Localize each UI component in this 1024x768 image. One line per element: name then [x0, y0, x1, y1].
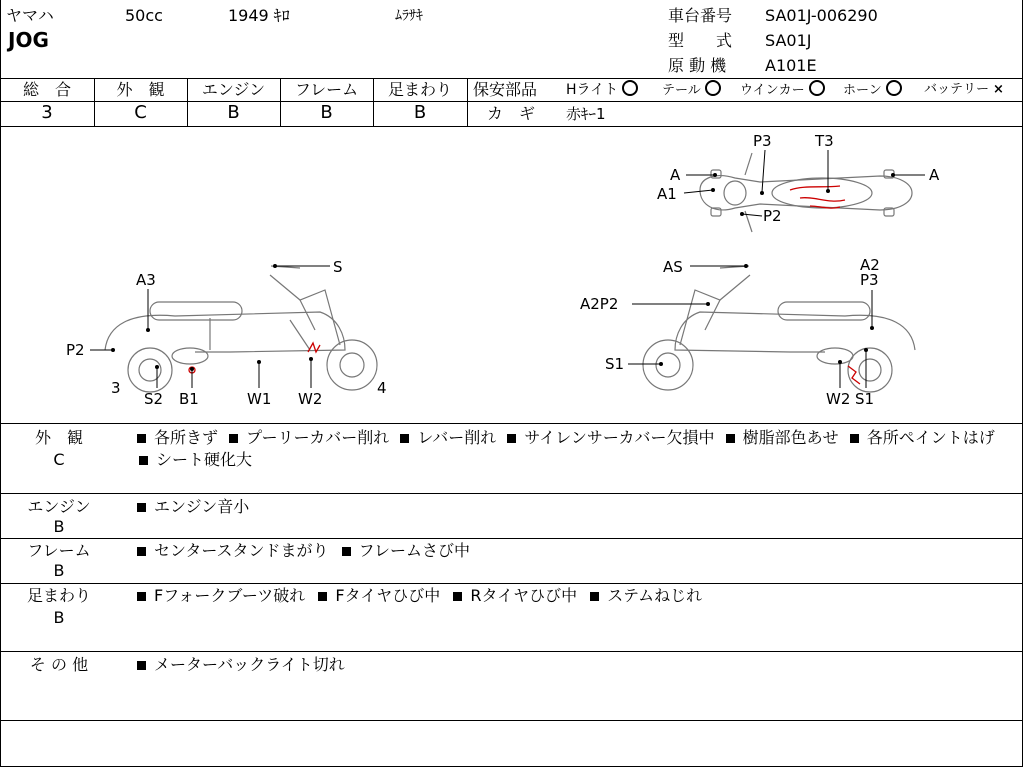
label-right-p3: P3 — [860, 271, 879, 289]
bullet-icon — [400, 434, 409, 443]
frame-no-label: 車台番号 — [668, 6, 733, 25]
label-top-p2: P2 — [763, 207, 782, 225]
mileage: 1949 ｷﾛ — [228, 6, 290, 25]
key-label: カ ギ — [487, 104, 536, 123]
grade-engine-label: エンジン — [201, 80, 266, 99]
bullet-icon — [590, 592, 599, 601]
detail-engine-label: エンジン — [27, 497, 91, 516]
bullet-icon — [850, 434, 859, 443]
detail-other-label: そ の 他 — [29, 655, 89, 674]
label-top-a1: A1 — [657, 185, 677, 203]
bullet-icon — [229, 434, 238, 443]
bullet-icon — [137, 503, 146, 512]
bullet-icon — [726, 434, 735, 443]
grade-suspension-value: B — [413, 102, 427, 123]
label-left-a3: A3 — [136, 271, 156, 289]
maker: ヤマハ — [6, 6, 54, 25]
detail-frame-label: フレーム — [27, 541, 91, 560]
bullet-icon — [137, 434, 146, 443]
safety-item-label: Hライト — [566, 82, 619, 98]
safety-item-headlight — [566, 80, 638, 100]
label-top-t3: T3 — [815, 132, 834, 150]
type-value: SA01J — [765, 31, 812, 50]
label-left-s: S — [333, 258, 343, 276]
detail-engine-items: エンジン音小 — [137, 496, 249, 518]
grade-frame-label: フレーム — [294, 80, 359, 99]
label-right-w2: W2 — [826, 390, 851, 408]
detail-exterior-label: 外 観 — [34, 428, 83, 447]
bullet-icon — [342, 547, 351, 556]
detail-frame-items: センタースタンドまがり フレームさび中 — [137, 540, 470, 562]
detail-suspension-grade: B — [53, 608, 65, 627]
label-left-3: 3 — [111, 379, 121, 397]
engine-label: 原 動 機 — [668, 56, 727, 75]
label-left-4: 4 — [377, 379, 387, 397]
detail-other-items: メーターバックライト切れ — [137, 654, 345, 676]
bullet-icon — [507, 434, 516, 443]
label-right-a2p2: A2P2 — [580, 295, 619, 313]
grade-exterior-label: 外 観 — [116, 80, 165, 99]
engine-value: A101E — [765, 56, 817, 75]
detail-frame-grade: B — [53, 561, 65, 580]
safety-item-label: ホーン — [843, 83, 882, 98]
type-label: 型 式 — [668, 31, 733, 50]
label-right-s1: S1 — [605, 355, 625, 373]
model-name: JOG — [8, 28, 49, 52]
label-left-w1: W1 — [247, 390, 272, 408]
safety-item-tail — [662, 80, 721, 101]
bullet-icon — [137, 547, 146, 556]
bullet-icon — [139, 456, 148, 465]
detail-exterior-items: 各所きず プーリーカバー削れ レバー削れ サイレンサーカバー欠損中 樹脂部色あせ 各所ペイントはげ シート硬化大 — [133, 427, 1018, 471]
label-right-s1b: S1 — [855, 390, 875, 408]
detail-suspension-items: Fフォークブーツ破れ Fタイヤひび中 Rタイヤひび中 ステムねじれ — [137, 585, 702, 607]
grade-overall-label: 総 合 — [22, 80, 71, 99]
safety-item-label: バッテリー — [924, 82, 990, 97]
bullet-icon — [453, 592, 462, 601]
label-right-a2: A2 — [860, 256, 880, 274]
label-top-p3: P3 — [753, 132, 772, 150]
ok-circle-icon — [705, 80, 721, 96]
ok-circle-icon — [809, 80, 825, 96]
label-right-as: AS — [663, 258, 683, 276]
key-value: 赤ｷｰ1 — [566, 105, 606, 123]
grade-engine-value: B — [227, 102, 240, 123]
detail-engine-grade: B — [53, 517, 65, 536]
label-left-p2: P2 — [66, 341, 85, 359]
safety-item-label: テール — [662, 83, 701, 98]
scooter-top-view — [700, 153, 912, 232]
bullet-icon — [137, 592, 146, 601]
ok-circle-icon — [886, 80, 902, 96]
grade-frame-value: B — [320, 102, 333, 123]
label-left-s2: S2 — [144, 390, 164, 408]
grade-suspension-label: 足まわり — [387, 80, 452, 99]
bullet-icon — [137, 661, 146, 670]
bullet-icon — [318, 592, 327, 601]
safety-item-horn — [843, 80, 902, 101]
ok-circle-icon — [622, 80, 638, 96]
detail-suspension-label: 足まわり — [26, 586, 91, 605]
label-top-a-left: A — [670, 166, 681, 184]
grade-exterior-value: C — [134, 102, 147, 123]
grade-overall-value: 3 — [41, 102, 53, 123]
safety-label: 保安部品 — [473, 80, 538, 99]
frame-no: SA01J-006290 — [765, 6, 878, 25]
safety-item-battery — [924, 80, 1004, 100]
color: ﾑﾗｻｷ — [395, 8, 423, 24]
damage-diagram — [0, 127, 1022, 423]
detail-exterior-grade: C — [53, 450, 65, 469]
label-top-a-right: A — [929, 166, 940, 184]
label-left-b1: B1 — [179, 390, 199, 408]
safety-item-winker — [740, 80, 825, 101]
displacement: 50cc — [125, 6, 163, 25]
safety-item-label: ウインカー — [740, 83, 805, 98]
label-left-w2: W2 — [298, 390, 323, 408]
ng-cross-icon: × — [993, 82, 1004, 97]
